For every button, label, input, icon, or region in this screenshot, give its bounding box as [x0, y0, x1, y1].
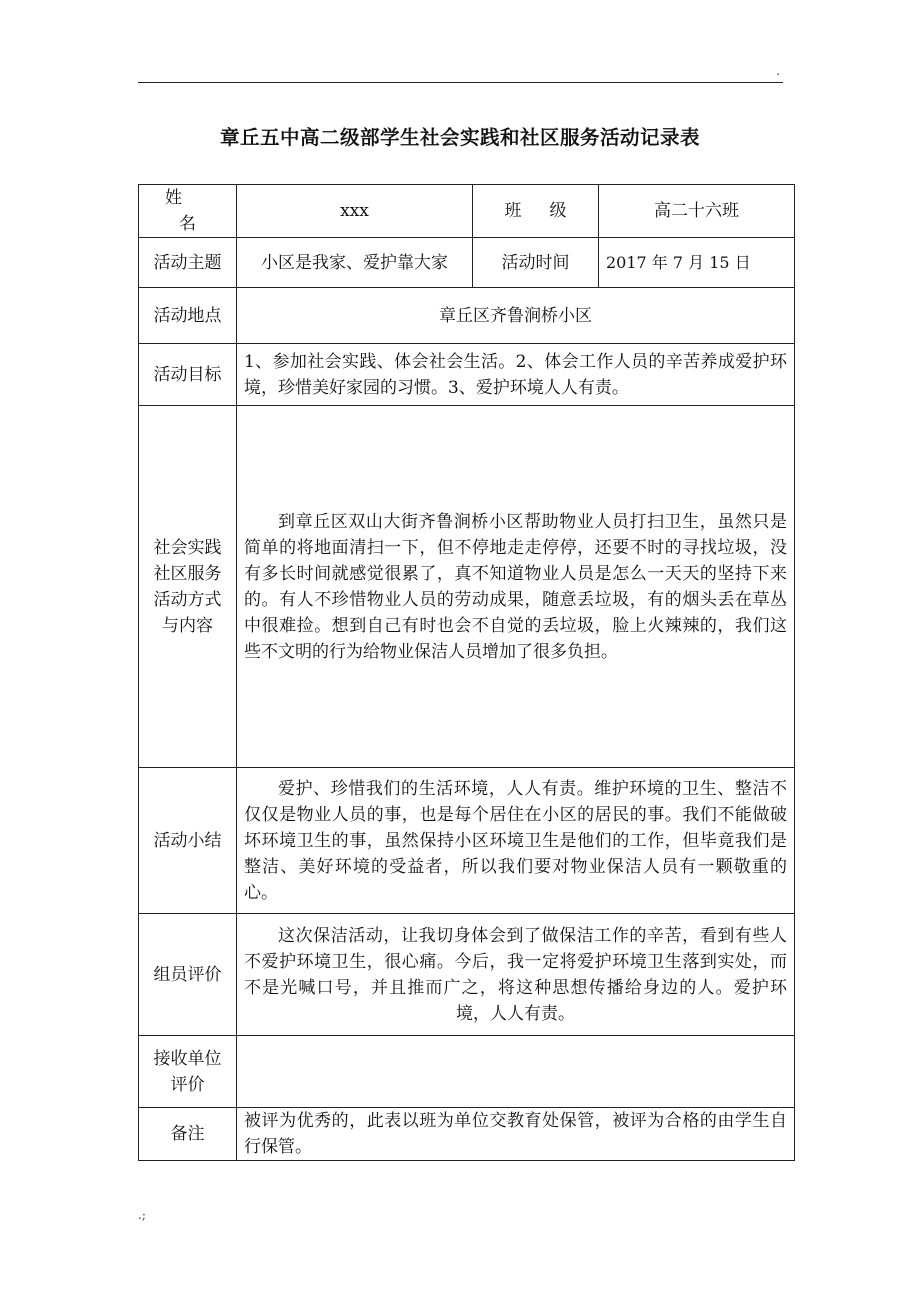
theme-label: 活动主题 [139, 238, 237, 288]
unit-review-value [237, 1036, 795, 1108]
remark-label: 备注 [139, 1108, 237, 1161]
summary-cell [237, 768, 795, 914]
row-summary [139, 768, 795, 914]
name-label: 姓名 [164, 188, 225, 234]
summary-paragraph: 爱护、珍惜我们的生活环境，人人有责。维护环境的卫生、整洁不仅仅是物业人员的事，也是每个居住在小区的居民的事。我们不能做破坏环境卫生的事，虽然保持小区环境卫生是他们的工作，但毕竟我们是整洁、美好环境的受益者，所以我们要对物业保洁人员有一颗敬重的心。 [244, 778, 787, 903]
content-paragraph: 到章丘区双山大街齐鲁涧桥小区帮助物业人员打扫卫生，虽然只是简单的将地面清扫一下，但不停地走走停停，还要不时的寻找垃圾，没有多长时间就感觉很累了，真不知道物业人员是怎么一天天的坚持下来的。有人不珍惜物业人员的劳动成果，随意丢垃圾，有的烟头丢在草丛中很难捡。想到自己有时也会不自觉的丢垃圾，脸上火辣辣的，我们这些不文明的行为给物业保洁人员增加了很多负担。 [244, 511, 787, 662]
content-label: 社会实践社区服务活动方式与内容 [139, 406, 237, 768]
unit-review-label: 接收单位评价 [139, 1036, 237, 1108]
location-label: 活动地点 [139, 288, 237, 344]
class-label-cell [473, 185, 599, 238]
row-content [139, 406, 795, 768]
name-label-cell [139, 185, 237, 238]
peer-review-paragraph: 这次保洁活动，让我切身体会到了做保洁工作的辛苦，看到有些人不爱护环境卫生，很心痛。今后，我一定将爱护环境卫生落到实处，而不是光喊口号，并且推而广之，将这种思想传播给身边的人。爱护环境，人人有责。 [244, 925, 787, 1024]
activity-record-table [138, 184, 795, 1161]
remark-value: 被评为优秀的，此表以班为单位交教育处保管，被评为合格的由学生自行保管。 [237, 1108, 795, 1161]
header-mark: . [776, 64, 780, 78]
header-rule [138, 82, 783, 83]
footer-mark: .; [138, 1208, 146, 1222]
goal-value: 1、参加社会实践、体会社会生活。2、体会工作人员的辛苦养成爱护环境，珍惜美好家园的习惯。3、爱护环境人人有责。 [237, 344, 795, 406]
content-cell [237, 406, 795, 768]
name-value: xxx [237, 185, 473, 238]
goal-label: 活动目标 [139, 344, 237, 406]
row-peer-review [139, 914, 795, 1036]
row-location [139, 288, 795, 344]
row-goal [139, 344, 795, 406]
time-label: 活动时间 [473, 238, 599, 288]
time-value: 2017 年 7 月 15 日 [599, 238, 795, 288]
row-name-class [139, 185, 795, 238]
class-label: 班级 [504, 201, 595, 221]
row-remark [139, 1108, 795, 1161]
row-unit-review [139, 1036, 795, 1108]
class-value: 高二十六班 [599, 185, 795, 238]
row-theme-time [139, 238, 795, 288]
peer-review-label: 组员评价 [139, 914, 237, 1036]
theme-value: 小区是我家、爱护靠大家 [237, 238, 473, 288]
peer-review-cell [237, 914, 795, 1036]
summary-label: 活动小结 [139, 768, 237, 914]
location-value: 章丘区齐鲁涧桥小区 [237, 288, 795, 344]
document-title: 章丘五中高二级部学生社会实践和社区服务活动记录表 [219, 126, 700, 149]
